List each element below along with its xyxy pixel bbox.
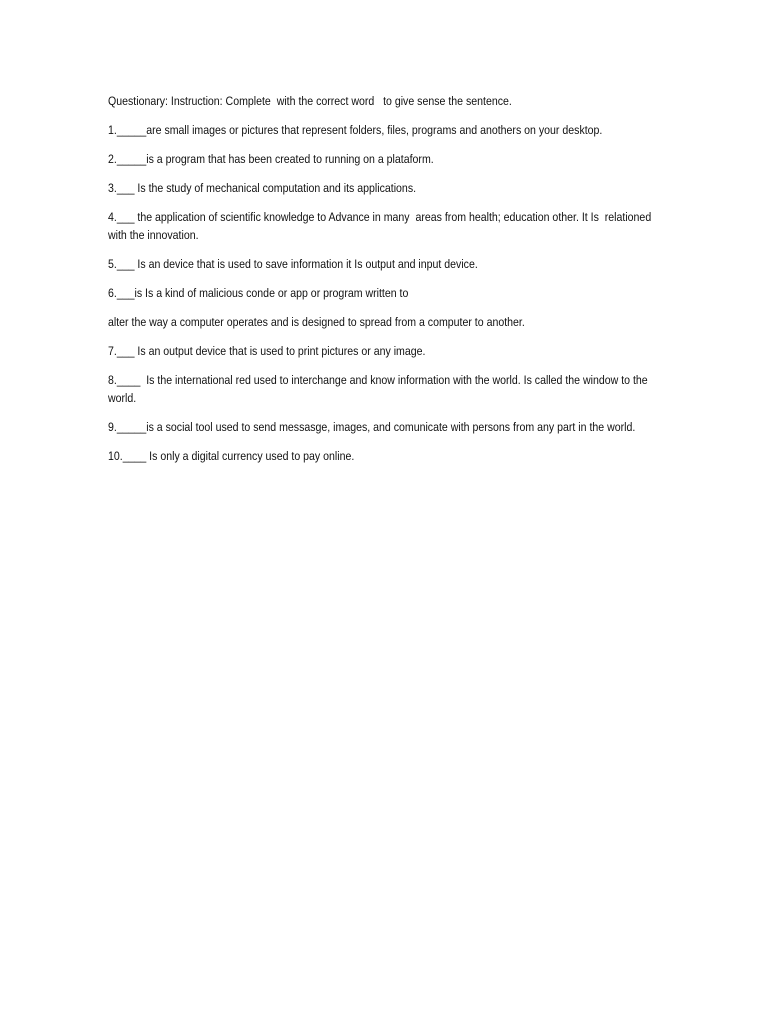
question-9: 9._____is a social tool used to send messasge, images, and comunicate with persons from any part in the world.	[108, 420, 636, 434]
question-7: 7.___ Is an output device that is used to print pictures or any image.	[108, 344, 426, 358]
question-3: 3.___ Is the study of mechanical computation and its applications.	[108, 181, 417, 195]
question-8: 8.____ Is the international red used to interchange and know information with the world. Is called the window to the world.	[108, 373, 651, 405]
question-10: 10.____ Is only a digital currency used to pay online.	[108, 449, 355, 463]
question-1: 1._____are small images or pictures that represent folders, files, programs and anothers on your desktop.	[108, 123, 603, 137]
instruction-line: Questionary: Instruction: Complete with the correct word to give sense the sentence.	[108, 94, 512, 108]
question-2: 2._____is a program that has been created to running on a plataform.	[108, 152, 434, 166]
questionnaire-body	[108, 92, 660, 476]
question-4: 4.___ the application of scientific knowledge to Advance in many areas from health; education other. It Is relationed with the innovation.	[108, 210, 655, 242]
question-6: 6.___is Is a kind of malicious conde or app or program written to	[108, 286, 409, 300]
question-5: 5.___ Is an device that is used to save information it Is output and input device.	[108, 257, 478, 271]
question-6-continuation: alter the way a computer operates and is designed to spread from a computer to another.	[108, 315, 525, 329]
